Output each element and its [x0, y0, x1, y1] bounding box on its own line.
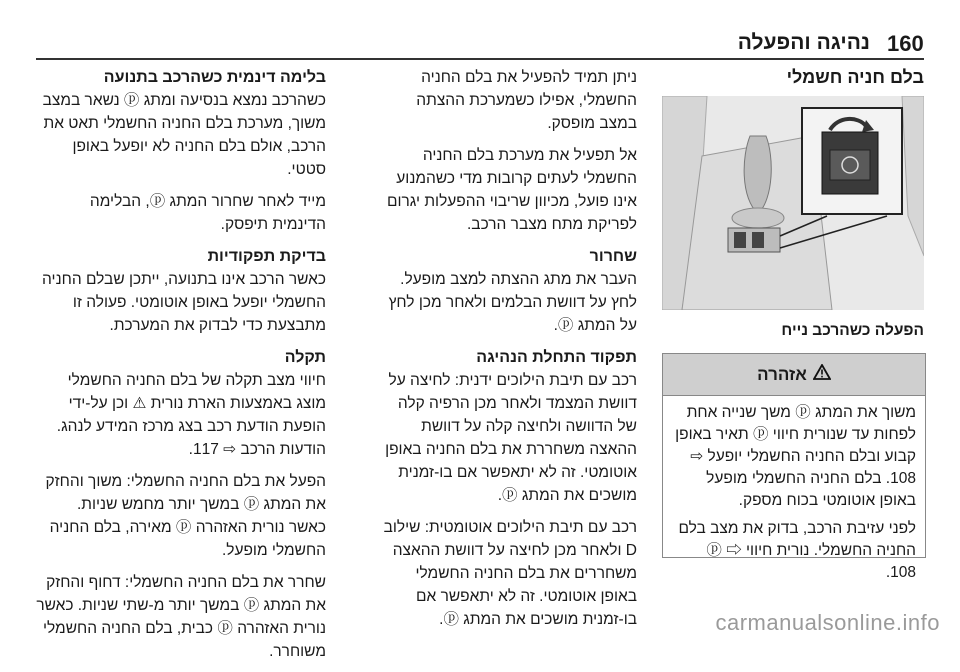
column-middle [375, 66, 637, 640]
column-right [660, 66, 924, 89]
warning-paragraph: לפני עזיבת הרכב, בדוק את מצב בלם החניה החשמלי. נורית חיווי ⓟ ⇨ 108. [678, 520, 916, 581]
warning-title: אזהרה [757, 364, 807, 384]
paragraph: העבר את מתג ההצתה למצב מופעל. לחץ על דוושת הבלמים ולאחר מכן לחץ על המתג ⓟ. [388, 271, 637, 334]
subheading-dynamic-braking: בלימה דינמית כשהרכב בתנועה [103, 69, 326, 86]
warning-paragraph: משוך את המתג ⓟ משך שנייה אחת לפחות עד שנורית חיווי ⓟ תאיר באופן קבוע ובלם החניה החשמלי יופעל ⇨ 108. בלם החניה החשמלי מופעל באופן אוטומטי בכוח מספק. [675, 404, 916, 509]
watermark: carmanualsonline.info [715, 610, 940, 635]
paragraph: ניתן תמיד להפעיל את בלם החניה החשמלי, אפילו כשמערכת ההצתה במצב מופסק. [416, 69, 637, 132]
section-heading: בלם חניה חשמלי [786, 67, 924, 87]
paragraph: חיווי מצב תקלה של בלם החניה החשמלי מוצג באמצעות הארת נורית ⚠ וכן על-ידי הופעת הודעת רכב בצג מרכז המידע לנהג. הודעות הרכב ⇨ 117. [56, 372, 326, 458]
subheading-fault: תקלה [284, 349, 326, 366]
warning-body [663, 396, 925, 596]
subheading-function-check: בדיקת תפקודיות [207, 248, 326, 265]
subheading-drive-away: תפקוד התחלת הנהיגה [476, 349, 637, 366]
paragraph: רכב עם תיבת הילוכים ידנית: לחיצה על דוושת המצמד ולאחר מכן הרפיה קלה של הדוושה ולחיצה קלה על דוושת ההאצה משחררת את בלם החניה באופן אוטומטי. זה לא יתאפשר אם בו-זמנית מושכים את המתג ⓟ. [385, 372, 637, 504]
paragraph: הפעל את בלם החניה החשמלי: משוך והחזק את המתג ⓟ במשך יותר מחמש שניות. כאשר נורית האזהרה ⓟ מאירה, בלם החניה החשמלי מופעל. [45, 473, 326, 559]
parking-brake-illustration [662, 96, 924, 310]
warning-triangle-icon [813, 364, 831, 385]
chapter-title: נהיגה והפעלה [737, 31, 870, 54]
subheading-release: שחרור [589, 248, 637, 265]
paragraph: כאשר הרכב אינו בתנועה, ייתכן שבלם החניה החשמלי יופעל באופן אוטומטי. פעולה זו מתבצעת כדי לבדוק את המערכת. [42, 271, 326, 334]
paragraph: שחרר את בלם החניה החשמלי: דחוף והחזק את המתג ⓟ במשך יותר מ-שתי שניות. כאשר נורית האזהרה ⓟ כבית, בלם החניה החשמלי משוחרר. [36, 574, 326, 660]
paragraph: כשהרכב נמצא בנסיעה ומתג ⓟ נשאר במצב משוך, מערכת בלם החניה החשמלי תאט את הרכב, אולם בלם החניה לא יופעל באופן סטטי. [42, 92, 326, 178]
figure-caption: הפעלה כשהרכב נייח [781, 322, 924, 339]
header-divider [36, 58, 924, 60]
warning-header [663, 354, 925, 396]
page-header [0, 0, 960, 62]
page-number: 160 [887, 31, 924, 56]
paragraph: מייד לאחר שחרור המתג ⓟ, הבלימה הדינמית תיפסק. [89, 193, 326, 233]
warning-box [662, 353, 926, 581]
paragraph: רכב עם תיבת הילוכים אוטומטית: שילוב D ולאחר מכן לחיצה על דוושת ההאצה משחררים את בלם החניה החשמלי באופן אוטומטי. זה לא יתאפשר אם בו-זמנית מושכים את המתג ⓟ. [383, 519, 637, 628]
column-left [36, 66, 326, 672]
paragraph: אל תפעיל את מערכת בלם החניה החשמלי לעתים קרובות מדי כשהמנוע אינו פועל, מכיוון שריבוי ההפעלות יגרום לפריקת מתח מצבר הרכב. [386, 147, 637, 233]
console-drawing [662, 96, 924, 310]
